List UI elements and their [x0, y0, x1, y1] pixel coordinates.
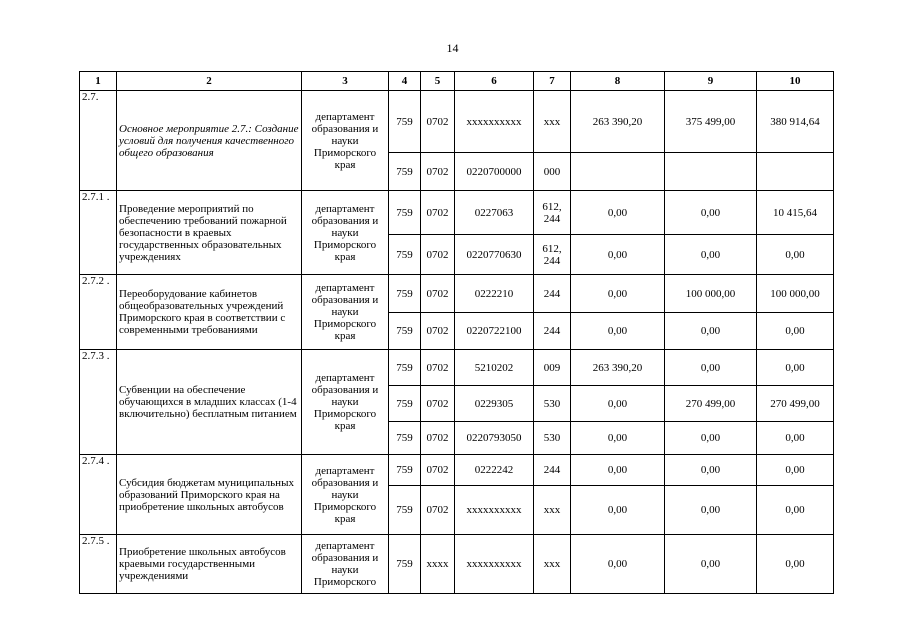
cell-section: 0702	[421, 235, 455, 275]
cell-amount-year2: 0,00	[665, 422, 757, 455]
item-name: Проведение мероприятий по обеспечению требований пожарной безопасности в краевых государственных образовательных учреждениях	[117, 191, 302, 275]
department: департамент образования и науки Приморского края	[302, 91, 389, 191]
cell-grbs: 759	[389, 275, 421, 313]
cell-grbs: 759	[389, 486, 421, 535]
cell-section: 0702	[421, 191, 455, 235]
cell-target-article: xxxxxxxxxx	[455, 91, 534, 153]
item-name: Приобретение школьных автобусов краевыми государственными учреждениями	[117, 535, 302, 594]
cell-amount-year1: 263 390,20	[571, 350, 665, 386]
table-row	[80, 275, 834, 313]
cell-amount-year2: 270 499,00	[665, 386, 757, 422]
cell-amount-year3: 0,00	[757, 535, 834, 594]
cell-amount-year1: 0,00	[571, 535, 665, 594]
cell-amount-year2	[665, 153, 757, 191]
cell-amount-year1: 263 390,20	[571, 91, 665, 153]
cell-target-article: 0227063	[455, 191, 534, 235]
cell-grbs: 759	[389, 313, 421, 350]
table-row	[80, 91, 834, 153]
cell-amount-year2: 0,00	[665, 313, 757, 350]
cell-amount-year2: 0,00	[665, 486, 757, 535]
cell-amount-year1: 0,00	[571, 422, 665, 455]
item-number: 2.7.1 .	[80, 191, 117, 275]
cell-amount-year3: 0,00	[757, 455, 834, 486]
cell-expense-type: xxx	[534, 535, 571, 594]
department: департамент образования и науки Приморского края	[302, 191, 389, 275]
cell-section: 0702	[421, 275, 455, 313]
cell-expense-type: 612, 244	[534, 235, 571, 275]
item-number: 2.7.2 .	[80, 275, 117, 350]
cell-grbs: 759	[389, 386, 421, 422]
col-header: 10	[757, 72, 834, 91]
cell-amount-year1: 0,00	[571, 386, 665, 422]
cell-amount-year1: 0,00	[571, 191, 665, 235]
table-row	[80, 535, 834, 594]
cell-target-article: xxxxxxxxxx	[455, 535, 534, 594]
cell-section: 0702	[421, 350, 455, 386]
cell-amount-year3: 0,00	[757, 422, 834, 455]
cell-amount-year3: 0,00	[757, 313, 834, 350]
cell-amount-year1: 0,00	[571, 275, 665, 313]
cell-expense-type: 530	[534, 422, 571, 455]
col-header: 7	[534, 72, 571, 91]
item-number: 2.7.5 .	[80, 535, 117, 594]
department: департамент образования и науки Приморского края	[302, 455, 389, 535]
cell-expense-type: 612, 244	[534, 191, 571, 235]
table-row	[80, 350, 834, 386]
cell-amount-year3: 100 000,00	[757, 275, 834, 313]
cell-amount-year3: 270 499,00	[757, 386, 834, 422]
cell-target-article: 0222210	[455, 275, 534, 313]
table-row	[80, 191, 834, 235]
cell-amount-year3: 0,00	[757, 350, 834, 386]
cell-grbs: 759	[389, 350, 421, 386]
cell-amount-year1: 0,00	[571, 455, 665, 486]
cell-grbs: 759	[389, 535, 421, 594]
cell-amount-year2: 0,00	[665, 350, 757, 386]
cell-section: 0702	[421, 386, 455, 422]
department: департамент образования и науки Приморского края	[302, 275, 389, 350]
table-row	[80, 455, 834, 486]
cell-target-article: 0220770630	[455, 235, 534, 275]
cell-amount-year3: 10 415,64	[757, 191, 834, 235]
cell-section: xxxx	[421, 535, 455, 594]
cell-grbs: 759	[389, 153, 421, 191]
cell-expense-type: 530	[534, 386, 571, 422]
cell-grbs: 759	[389, 422, 421, 455]
cell-amount-year2: 0,00	[665, 535, 757, 594]
cell-grbs: 759	[389, 455, 421, 486]
page-number: 14	[446, 41, 459, 55]
department: департамент образования и науки Приморского	[302, 535, 389, 594]
item-number: 2.7.3 .	[80, 350, 117, 455]
cell-section: 0702	[421, 91, 455, 153]
cell-amount-year2: 0,00	[665, 235, 757, 275]
cell-amount-year1: 0,00	[571, 313, 665, 350]
cell-expense-type: xxx	[534, 91, 571, 153]
cell-grbs: 759	[389, 91, 421, 153]
cell-target-article: 0229305	[455, 386, 534, 422]
cell-section: 0702	[421, 313, 455, 350]
cell-amount-year2: 0,00	[665, 455, 757, 486]
col-header: 6	[455, 72, 534, 91]
col-header: 2	[117, 72, 302, 91]
col-header: 8	[571, 72, 665, 91]
program-table	[79, 71, 834, 594]
cell-amount-year1: 0,00	[571, 486, 665, 535]
cell-target-article: 0220700000	[455, 153, 534, 191]
cell-section: 0702	[421, 153, 455, 191]
item-name: Субвенции на обеспечение обучающихся в младших классах (1-4 включительно) бесплатным питанием	[117, 350, 302, 455]
col-header: 1	[80, 72, 117, 91]
cell-amount-year2: 375 499,00	[665, 91, 757, 153]
item-name: Основное мероприятие 2.7.: Создание условий для получения качественного общего образования	[117, 91, 302, 191]
cell-target-article: 0222242	[455, 455, 534, 486]
item-name: Субсидия бюджетам муниципальных образований Приморского края на приобретение школьных автобусов	[117, 455, 302, 535]
cell-target-article: 0220722100	[455, 313, 534, 350]
cell-section: 0702	[421, 486, 455, 535]
cell-expense-type: 244	[534, 313, 571, 350]
cell-amount-year1: 0,00	[571, 235, 665, 275]
cell-expense-type: 009	[534, 350, 571, 386]
col-header: 3	[302, 72, 389, 91]
cell-amount-year2: 0,00	[665, 191, 757, 235]
cell-amount-year3	[757, 153, 834, 191]
cell-amount-year3: 380 914,64	[757, 91, 834, 153]
cell-amount-year1	[571, 153, 665, 191]
cell-grbs: 759	[389, 235, 421, 275]
cell-target-article: 5210202	[455, 350, 534, 386]
cell-expense-type: 000	[534, 153, 571, 191]
col-header: 4	[389, 72, 421, 91]
cell-amount-year3: 0,00	[757, 235, 834, 275]
department: департамент образования и науки Приморского края	[302, 350, 389, 455]
col-header: 5	[421, 72, 455, 91]
item-number: 2.7.	[80, 91, 117, 191]
item-number: 2.7.4 .	[80, 455, 117, 535]
cell-expense-type: 244	[534, 275, 571, 313]
cell-expense-type: xxx	[534, 486, 571, 535]
cell-amount-year2: 100 000,00	[665, 275, 757, 313]
cell-target-article: 0220793050	[455, 422, 534, 455]
cell-section: 0702	[421, 422, 455, 455]
cell-target-article: xxxxxxxxxx	[455, 486, 534, 535]
cell-amount-year3: 0,00	[757, 486, 834, 535]
item-name: Переоборудование кабинетов общеобразовательных учреждений Приморского края в соответствии с современными требованиями	[117, 275, 302, 350]
header-row	[80, 72, 834, 91]
cell-section: 0702	[421, 455, 455, 486]
col-header: 9	[665, 72, 757, 91]
cell-grbs: 759	[389, 191, 421, 235]
cell-expense-type: 244	[534, 455, 571, 486]
